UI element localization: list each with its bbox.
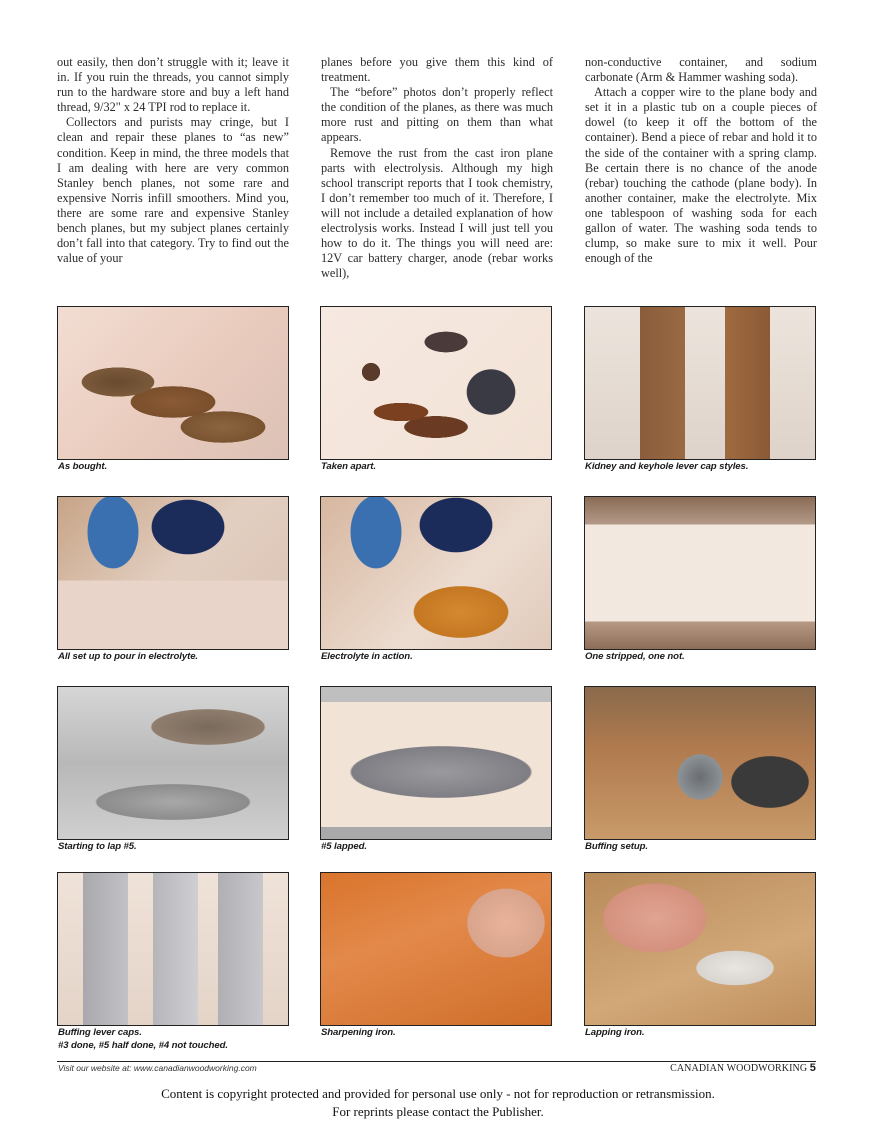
photo-set-up-electrolyte bbox=[57, 496, 289, 650]
photo-lapping-iron bbox=[584, 872, 816, 1026]
caption-line: #3 done, #5 half done, #4 not touched. bbox=[58, 1039, 228, 1051]
photo-caption: Buffing setup. bbox=[585, 841, 648, 852]
photo-caption: Electrolyte in action. bbox=[321, 651, 413, 662]
photo-taken-apart bbox=[320, 306, 552, 460]
paragraph: non-conductive container, and sodium carbonate (Arm & Hammer washing soda). bbox=[585, 55, 817, 85]
copyright-line-1: Content is copyright protected and provided for personal use only - not for reproduction or retransmission. bbox=[161, 1086, 715, 1101]
article-column-2 bbox=[321, 55, 553, 281]
footer-website-link[interactable]: Visit our website at: www.canadianwoodworking.com bbox=[58, 1063, 257, 1073]
photo-as-bought bbox=[57, 306, 289, 460]
photo-caption: As bought. bbox=[58, 461, 108, 472]
photo-electrolyte-in-action bbox=[320, 496, 552, 650]
copyright-notice bbox=[0, 1085, 876, 1121]
photo-five-lapped bbox=[320, 686, 552, 840]
paragraph: The “before” photos don’t properly reflect the condition of the planes, as there was much more rust and pitting on them than what appears. bbox=[321, 85, 553, 145]
photo-caption: Starting to lap #5. bbox=[58, 841, 137, 852]
photo-caption bbox=[58, 1027, 298, 1052]
article-column-3 bbox=[585, 55, 817, 266]
photo-caption: Taken apart. bbox=[321, 461, 376, 472]
photo-caption: All set up to pour in electrolyte. bbox=[58, 651, 198, 662]
article-column-1 bbox=[57, 55, 289, 266]
photo-one-stripped bbox=[584, 496, 816, 650]
photo-caption: Sharpening iron. bbox=[321, 1027, 396, 1038]
photo-starting-to-lap bbox=[57, 686, 289, 840]
photo-buffing-lever-caps bbox=[57, 872, 289, 1026]
photo-lever-cap-styles bbox=[584, 306, 816, 460]
photo-caption: #5 lapped. bbox=[321, 841, 367, 852]
photo-sharpening-iron bbox=[320, 872, 552, 1026]
caption-line: Buffing lever caps. bbox=[58, 1027, 142, 1038]
photo-caption: One stripped, one not. bbox=[585, 651, 685, 662]
photo-buffing-setup bbox=[584, 686, 816, 840]
magazine-name: CANADIAN WOODWORKING bbox=[670, 1063, 808, 1074]
page-number: 5 bbox=[809, 1062, 816, 1074]
paragraph: planes before you give them this kind of treatment. bbox=[321, 55, 553, 85]
footer-folio bbox=[670, 1062, 816, 1074]
paragraph: Attach a copper wire to the plane body and set it in a plastic tub on a couple pieces of dowel (to keep it off the bottom of the container). Bend a piece of rebar and hold it to the side of the container with a spring clamp. Be certain there is no chance of the anode (rebar) touching the cathode (plane body). In another container, make the electrolyte. Mix one tablespoon of washing soda for each gallon of water. The washing soda tends to clump, so make sure to mix it well. Pour enough of the bbox=[585, 85, 817, 266]
paragraph: out easily, then don’t struggle with it; leave it in. If you ruin the threads, you cannot simply run to the hardware store and buy a left hand thread, 9/32" x 24 TPI rod to replace it. bbox=[57, 55, 289, 115]
photo-caption: Kidney and keyhole lever cap styles. bbox=[585, 461, 749, 472]
copyright-line-2: For reprints please contact the Publisher. bbox=[332, 1104, 544, 1119]
paragraph: Remove the rust from the cast iron plane parts with electrolysis. Although my high school transcript reports that I took chemistry, I don’t remember too much of it. Therefore, I will not include a detailed explanation of how electrolysis works. Instead I will just tell you how to do it. The things you will need are: 12V car battery charger, anode (rebar works well), bbox=[321, 145, 553, 281]
photo-caption: Lapping iron. bbox=[585, 1027, 645, 1038]
paragraph: Collectors and purists may cringe, but I clean and repair these planes to “as new” condition. Keep in mind, the three models that I am dealing with here are very common Stanley bench planes, not some rare and expensive Norris infill smoothers. Mind you, there are some rare and expensive Stanley bench planes, but my subject planes certainly don’t fall into that category. Try to find out the value of your bbox=[57, 115, 289, 266]
